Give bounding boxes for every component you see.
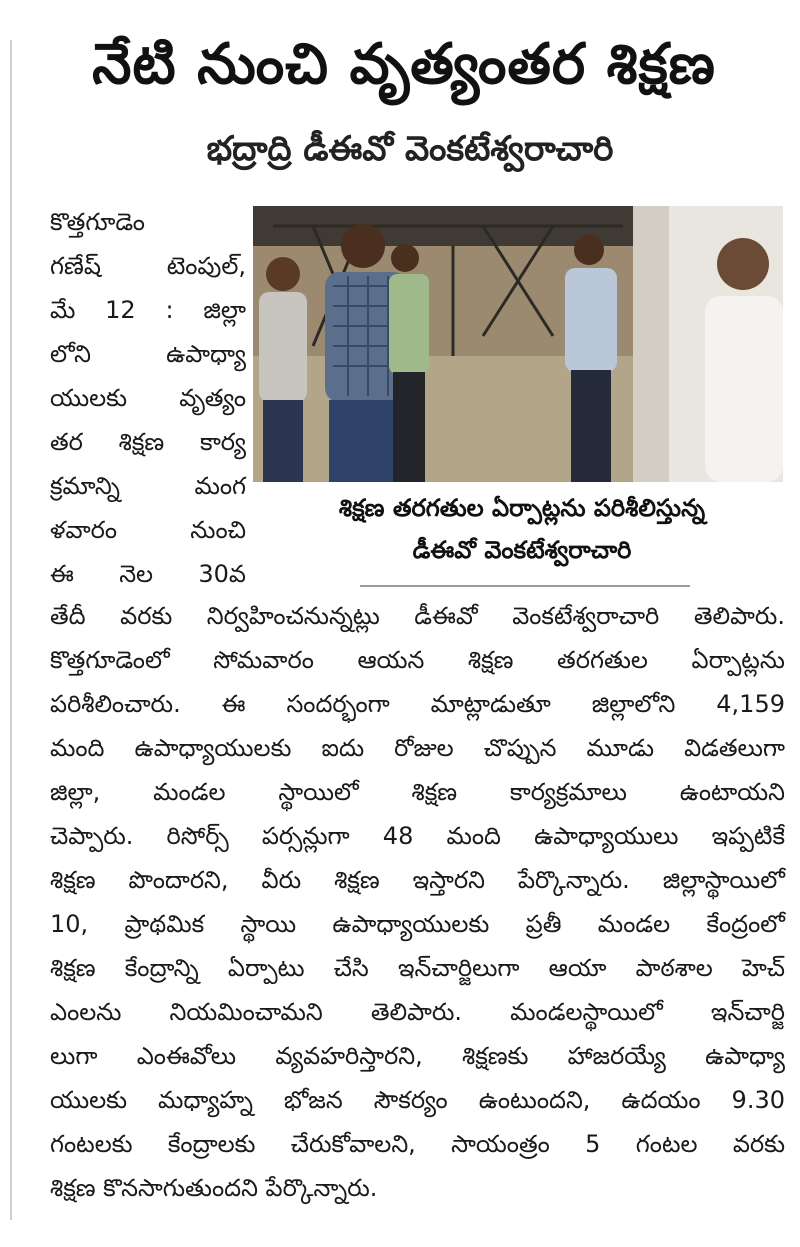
intro-line: క్రమాన్ని మంగ xyxy=(50,472,246,500)
caption-line: శిక్షణ తరగతుల ఏర్పాట్లను పరిశీలిస్తున్న xyxy=(338,494,706,522)
body-line: తేదీ వరకు నిర్వహించనున్నట్లు డీఈవో వెంకటేశ్వరాచారి తెలిపారు. xyxy=(50,602,785,630)
intro-line: తర శిక్షణ కార్య xyxy=(50,428,246,456)
body-line: జిల్లా, మండల స్థాయిలో శిక్షణ కార్యక్రమాలు ఉంటాయని xyxy=(50,778,785,806)
intro-line: ఈ నెల 30వ xyxy=(50,560,246,588)
intro-line: గణేష్ టెంపుల్, xyxy=(50,252,246,280)
body-line: ఎంలను నియమించామని తెలిపారు. మండలస్థాయిలో ఇన్‌చార్జి xyxy=(50,998,785,1026)
intro-column xyxy=(50,200,246,596)
headline: నేటి నుంచి వృత్యంతర శిక్షణ xyxy=(92,32,716,97)
body-line: శిక్షణ కొనసాగుతుందని పేర్కొన్నారు. xyxy=(50,1174,378,1202)
body-line: కొత్తగూడెంలో సోమవారం ఆయన శిక్షణ తరగతుల ఏర్పాట్లను xyxy=(50,646,785,674)
subheadline: భద్రాద్రి డీఈవో వెంకటేశ్వరాచారి xyxy=(206,129,614,169)
body-line: చెప్పారు. రిసోర్స్ పర్సన్లుగా 48 మంది ఉపాధ్యాయులు ఇప్పటికే xyxy=(50,822,785,850)
article-body xyxy=(50,594,785,1210)
body-line: 10, ప్రాథమిక స్థాయి ఉపాధ్యాయులకు ప్రతీ మండల కేంద్రంలో xyxy=(50,910,785,938)
body-line: లుగా ఎంఈవోలు వ్యవహరిస్తారని, శిక్షణకు హాజరయ్యే ఉపాధ్యా xyxy=(50,1042,785,1070)
intro-line: కొత్తగూడెం xyxy=(50,208,145,236)
body-line: శిక్షణ పొందారని, వీరు శిక్షణ ఇస్తారని పేర్కొన్నారు. జిల్లాస్థాయిలో xyxy=(50,866,785,894)
intro-line: యులకు వృత్యం xyxy=(50,384,246,412)
column-rule xyxy=(10,40,12,1220)
body-line: పరిశీలించారు. ఈ సందర్భంగా మాట్లాడుతూ జిల్లాలోని 4,159 xyxy=(50,690,785,718)
body-line: మంది ఉపాధ్యాయులకు ఐదు రోజుల చొప్పున మూడు విడతలుగా xyxy=(50,734,785,762)
body-line: యులకు మధ్యాహ్న భోజన సౌకర్యం ఉంటుందని, ఉదయం 9.30 xyxy=(50,1086,785,1114)
news-photo xyxy=(253,206,783,482)
caption-divider xyxy=(360,585,690,587)
intro-line: మే 12 : జిల్లా xyxy=(50,296,246,324)
caption-line: డీఈవో వెంకటేశ్వరాచారి xyxy=(412,536,632,564)
body-line: గంటలకు కేంద్రాలకు చేరుకోవాలని, సాయంత్రం 5 గంటల వరకు xyxy=(50,1130,785,1158)
photo-caption xyxy=(262,487,782,571)
intro-line: ళవారం నుంచి xyxy=(50,516,246,544)
intro-line: లోని ఉపాధ్యా xyxy=(50,340,246,368)
body-line: శిక్షణ కేంద్రాన్ని ఏర్పాటు చేసి ఇన్‌చార్జిలుగా ఆయా పాఠశాల హెచ్ xyxy=(50,954,785,982)
